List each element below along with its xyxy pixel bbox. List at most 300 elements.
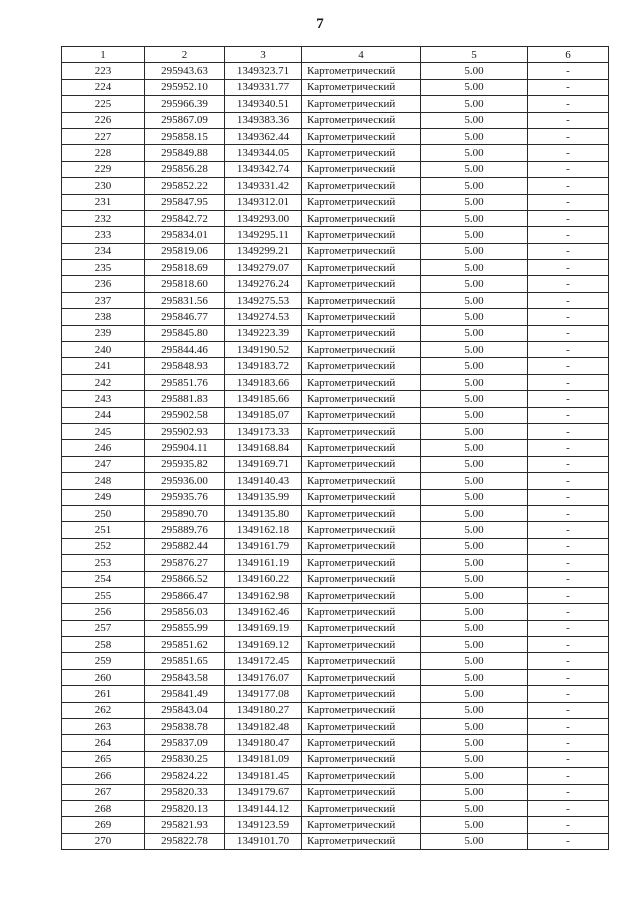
y-coordinate-cell: 1349177.08 [225, 686, 302, 702]
y-coordinate-cell: 1349312.01 [225, 194, 302, 210]
point-number-cell: 270 [62, 833, 145, 849]
note-cell: - [528, 128, 609, 144]
method-cell: Картометрический [302, 800, 421, 816]
method-cell: Картометрический [302, 538, 421, 554]
point-number-cell: 244 [62, 407, 145, 423]
y-coordinate-cell: 1349135.99 [225, 489, 302, 505]
precision-cell: 5.00 [421, 555, 528, 571]
note-cell: - [528, 751, 609, 767]
table-row [62, 686, 609, 702]
y-coordinate-cell: 1349383.36 [225, 112, 302, 128]
y-coordinate-cell: 1349182.48 [225, 719, 302, 735]
table-row [62, 637, 609, 653]
note-cell: - [528, 358, 609, 374]
x-coordinate-cell: 295882.44 [145, 538, 225, 554]
method-cell: Картометрический [302, 637, 421, 653]
method-cell: Картометрический [302, 407, 421, 423]
x-coordinate-cell: 295904.11 [145, 440, 225, 456]
point-number-cell: 231 [62, 194, 145, 210]
point-number-cell: 225 [62, 96, 145, 112]
note-cell: - [528, 440, 609, 456]
point-number-cell: 248 [62, 473, 145, 489]
precision-cell: 5.00 [421, 620, 528, 636]
note-cell: - [528, 145, 609, 161]
table-row [62, 751, 609, 767]
point-number-cell: 233 [62, 227, 145, 243]
y-coordinate-cell: 1349295.11 [225, 227, 302, 243]
table-row [62, 227, 609, 243]
precision-cell: 5.00 [421, 686, 528, 702]
x-coordinate-cell: 295851.65 [145, 653, 225, 669]
method-cell: Картометрический [302, 227, 421, 243]
method-cell: Картометрический [302, 63, 421, 79]
precision-cell: 5.00 [421, 440, 528, 456]
x-coordinate-cell: 295844.46 [145, 342, 225, 358]
table-row [62, 587, 609, 603]
y-coordinate-cell: 1349299.21 [225, 243, 302, 259]
y-coordinate-cell: 1349181.45 [225, 768, 302, 784]
note-cell: - [528, 653, 609, 669]
table-row [62, 702, 609, 718]
table-row [62, 79, 609, 95]
point-number-cell: 265 [62, 751, 145, 767]
point-number-cell: 252 [62, 538, 145, 554]
note-cell: - [528, 112, 609, 128]
precision-cell: 5.00 [421, 128, 528, 144]
precision-cell: 5.00 [421, 538, 528, 554]
table-row [62, 440, 609, 456]
y-coordinate-cell: 1349183.72 [225, 358, 302, 374]
column-header: 4 [302, 47, 421, 63]
method-cell: Картометрический [302, 358, 421, 374]
note-cell: - [528, 489, 609, 505]
y-coordinate-cell: 1349162.46 [225, 604, 302, 620]
method-cell: Картометрический [302, 686, 421, 702]
y-coordinate-cell: 1349169.71 [225, 456, 302, 472]
point-number-cell: 227 [62, 128, 145, 144]
method-cell: Картометрический [302, 702, 421, 718]
note-cell: - [528, 604, 609, 620]
precision-cell: 5.00 [421, 669, 528, 685]
y-coordinate-cell: 1349362.44 [225, 128, 302, 144]
note-cell: - [528, 735, 609, 751]
y-coordinate-cell: 1349185.66 [225, 391, 302, 407]
method-cell: Картометрический [302, 768, 421, 784]
method-cell: Картометрический [302, 194, 421, 210]
table-row [62, 96, 609, 112]
point-number-cell: 226 [62, 112, 145, 128]
note-cell: - [528, 96, 609, 112]
note-cell: - [528, 374, 609, 390]
precision-cell: 5.00 [421, 276, 528, 292]
note-cell: - [528, 473, 609, 489]
table-row [62, 292, 609, 308]
note-cell: - [528, 817, 609, 833]
point-number-cell: 258 [62, 637, 145, 653]
point-number-cell: 238 [62, 309, 145, 325]
precision-cell: 5.00 [421, 489, 528, 505]
note-cell: - [528, 833, 609, 849]
note-cell: - [528, 456, 609, 472]
point-number-cell: 240 [62, 342, 145, 358]
x-coordinate-cell: 295935.82 [145, 456, 225, 472]
note-cell: - [528, 210, 609, 226]
precision-cell: 5.00 [421, 751, 528, 767]
note-cell: - [528, 538, 609, 554]
y-coordinate-cell: 1349160.22 [225, 571, 302, 587]
x-coordinate-cell: 295848.93 [145, 358, 225, 374]
method-cell: Картометрический [302, 325, 421, 341]
note-cell: - [528, 194, 609, 210]
y-coordinate-cell: 1349162.98 [225, 587, 302, 603]
table-row [62, 653, 609, 669]
point-number-cell: 247 [62, 456, 145, 472]
note-cell: - [528, 522, 609, 538]
table-row [62, 817, 609, 833]
point-number-cell: 223 [62, 63, 145, 79]
point-number-cell: 266 [62, 768, 145, 784]
point-number-cell: 264 [62, 735, 145, 751]
precision-cell: 5.00 [421, 653, 528, 669]
table-row [62, 669, 609, 685]
y-coordinate-cell: 1349169.19 [225, 620, 302, 636]
table-header-row [62, 47, 609, 63]
table-row [62, 210, 609, 226]
table-row [62, 505, 609, 521]
point-number-cell: 241 [62, 358, 145, 374]
precision-cell: 5.00 [421, 407, 528, 423]
point-number-cell: 261 [62, 686, 145, 702]
y-coordinate-cell: 1349223.39 [225, 325, 302, 341]
column-header: 1 [62, 47, 145, 63]
note-cell: - [528, 555, 609, 571]
note-cell: - [528, 571, 609, 587]
point-number-cell: 249 [62, 489, 145, 505]
table-row [62, 260, 609, 276]
note-cell: - [528, 178, 609, 194]
method-cell: Картометрический [302, 423, 421, 439]
point-number-cell: 235 [62, 260, 145, 276]
table-body [62, 63, 609, 850]
precision-cell: 5.00 [421, 768, 528, 784]
method-cell: Картометрический [302, 96, 421, 112]
x-coordinate-cell: 295867.09 [145, 112, 225, 128]
method-cell: Картометрический [302, 161, 421, 177]
precision-cell: 5.00 [421, 637, 528, 653]
x-coordinate-cell: 295834.01 [145, 227, 225, 243]
y-coordinate-cell: 1349293.00 [225, 210, 302, 226]
x-coordinate-cell: 295943.63 [145, 63, 225, 79]
precision-cell: 5.00 [421, 325, 528, 341]
y-coordinate-cell: 1349181.09 [225, 751, 302, 767]
x-coordinate-cell: 295820.33 [145, 784, 225, 800]
x-coordinate-cell: 295846.77 [145, 309, 225, 325]
method-cell: Картометрический [302, 817, 421, 833]
table-row [62, 128, 609, 144]
point-number-cell: 224 [62, 79, 145, 95]
point-number-cell: 228 [62, 145, 145, 161]
method-cell: Картометрический [302, 391, 421, 407]
point-number-cell: 254 [62, 571, 145, 587]
note-cell: - [528, 309, 609, 325]
note-cell: - [528, 702, 609, 718]
y-coordinate-cell: 1349276.24 [225, 276, 302, 292]
note-cell: - [528, 800, 609, 816]
table-row [62, 620, 609, 636]
method-cell: Картометрический [302, 555, 421, 571]
point-number-cell: 267 [62, 784, 145, 800]
y-coordinate-cell: 1349123.59 [225, 817, 302, 833]
y-coordinate-cell: 1349323.71 [225, 63, 302, 79]
precision-cell: 5.00 [421, 604, 528, 620]
table-row [62, 112, 609, 128]
x-coordinate-cell: 295876.27 [145, 555, 225, 571]
precision-cell: 5.00 [421, 473, 528, 489]
table-row [62, 309, 609, 325]
precision-cell: 5.00 [421, 374, 528, 390]
table-row [62, 194, 609, 210]
point-number-cell: 237 [62, 292, 145, 308]
method-cell: Картометрический [302, 276, 421, 292]
note-cell: - [528, 587, 609, 603]
x-coordinate-cell: 295841.49 [145, 686, 225, 702]
precision-cell: 5.00 [421, 260, 528, 276]
x-coordinate-cell: 295966.39 [145, 96, 225, 112]
precision-cell: 5.00 [421, 194, 528, 210]
y-coordinate-cell: 1349135.80 [225, 505, 302, 521]
precision-cell: 5.00 [421, 522, 528, 538]
method-cell: Картометрический [302, 833, 421, 849]
x-coordinate-cell: 295881.83 [145, 391, 225, 407]
method-cell: Картометрический [302, 505, 421, 521]
table-row [62, 145, 609, 161]
precision-cell: 5.00 [421, 112, 528, 128]
precision-cell: 5.00 [421, 358, 528, 374]
x-coordinate-cell: 295831.56 [145, 292, 225, 308]
note-cell: - [528, 637, 609, 653]
x-coordinate-cell: 295935.76 [145, 489, 225, 505]
y-coordinate-cell: 1349331.77 [225, 79, 302, 95]
y-coordinate-cell: 1349140.43 [225, 473, 302, 489]
precision-cell: 5.00 [421, 571, 528, 587]
point-number-cell: 263 [62, 719, 145, 735]
precision-cell: 5.00 [421, 227, 528, 243]
table-row [62, 456, 609, 472]
y-coordinate-cell: 1349190.52 [225, 342, 302, 358]
method-cell: Картометрический [302, 473, 421, 489]
point-number-cell: 262 [62, 702, 145, 718]
y-coordinate-cell: 1349169.12 [225, 637, 302, 653]
point-number-cell: 259 [62, 653, 145, 669]
point-number-cell: 242 [62, 374, 145, 390]
x-coordinate-cell: 295936.00 [145, 473, 225, 489]
point-number-cell: 250 [62, 505, 145, 521]
table-row [62, 522, 609, 538]
table-row [62, 63, 609, 79]
note-cell: - [528, 292, 609, 308]
table-row [62, 800, 609, 816]
method-cell: Картометрический [302, 719, 421, 735]
method-cell: Картометрический [302, 784, 421, 800]
x-coordinate-cell: 295856.03 [145, 604, 225, 620]
method-cell: Картометрический [302, 751, 421, 767]
precision-cell: 5.00 [421, 145, 528, 161]
table-row [62, 833, 609, 849]
precision-cell: 5.00 [421, 587, 528, 603]
point-number-cell: 234 [62, 243, 145, 259]
page-number: 7 [316, 16, 324, 32]
note-cell: - [528, 423, 609, 439]
point-number-cell: 246 [62, 440, 145, 456]
precision-cell: 5.00 [421, 63, 528, 79]
x-coordinate-cell: 295866.47 [145, 587, 225, 603]
precision-cell: 5.00 [421, 342, 528, 358]
x-coordinate-cell: 295818.60 [145, 276, 225, 292]
precision-cell: 5.00 [421, 178, 528, 194]
y-coordinate-cell: 1349340.51 [225, 96, 302, 112]
x-coordinate-cell: 295843.04 [145, 702, 225, 718]
y-coordinate-cell: 1349172.45 [225, 653, 302, 669]
precision-cell: 5.00 [421, 79, 528, 95]
column-header: 5 [421, 47, 528, 63]
table-row [62, 473, 609, 489]
note-cell: - [528, 768, 609, 784]
x-coordinate-cell: 295852.22 [145, 178, 225, 194]
column-header: 3 [225, 47, 302, 63]
x-coordinate-cell: 295889.76 [145, 522, 225, 538]
table-row [62, 178, 609, 194]
table-row [62, 719, 609, 735]
y-coordinate-cell: 1349162.18 [225, 522, 302, 538]
precision-cell: 5.00 [421, 210, 528, 226]
table-row [62, 358, 609, 374]
note-cell: - [528, 784, 609, 800]
y-coordinate-cell: 1349342.74 [225, 161, 302, 177]
note-cell: - [528, 325, 609, 341]
precision-cell: 5.00 [421, 309, 528, 325]
point-number-cell: 257 [62, 620, 145, 636]
precision-cell: 5.00 [421, 161, 528, 177]
table-row [62, 391, 609, 407]
note-cell: - [528, 620, 609, 636]
method-cell: Картометрический [302, 309, 421, 325]
y-coordinate-cell: 1349161.79 [225, 538, 302, 554]
point-number-cell: 245 [62, 423, 145, 439]
precision-cell: 5.00 [421, 423, 528, 439]
x-coordinate-cell: 295837.09 [145, 735, 225, 751]
x-coordinate-cell: 295851.62 [145, 637, 225, 653]
method-cell: Картометрический [302, 128, 421, 144]
note-cell: - [528, 227, 609, 243]
table-row [62, 342, 609, 358]
method-cell: Картометрический [302, 587, 421, 603]
method-cell: Картометрический [302, 522, 421, 538]
point-number-cell: 256 [62, 604, 145, 620]
x-coordinate-cell: 295818.69 [145, 260, 225, 276]
note-cell: - [528, 719, 609, 735]
x-coordinate-cell: 295838.78 [145, 719, 225, 735]
y-coordinate-cell: 1349279.07 [225, 260, 302, 276]
note-cell: - [528, 276, 609, 292]
x-coordinate-cell: 295821.93 [145, 817, 225, 833]
table-row [62, 243, 609, 259]
method-cell: Картометрический [302, 292, 421, 308]
precision-cell: 5.00 [421, 505, 528, 521]
note-cell: - [528, 391, 609, 407]
table-row [62, 571, 609, 587]
y-coordinate-cell: 1349185.07 [225, 407, 302, 423]
y-coordinate-cell: 1349275.53 [225, 292, 302, 308]
x-coordinate-cell: 295855.99 [145, 620, 225, 636]
y-coordinate-cell: 1349180.27 [225, 702, 302, 718]
y-coordinate-cell: 1349274.53 [225, 309, 302, 325]
table-row [62, 784, 609, 800]
note-cell: - [528, 407, 609, 423]
note-cell: - [528, 669, 609, 685]
precision-cell: 5.00 [421, 96, 528, 112]
y-coordinate-cell: 1349183.66 [225, 374, 302, 390]
method-cell: Картометрический [302, 489, 421, 505]
x-coordinate-cell: 295851.76 [145, 374, 225, 390]
y-coordinate-cell: 1349180.47 [225, 735, 302, 751]
x-coordinate-cell: 295890.70 [145, 505, 225, 521]
precision-cell: 5.00 [421, 817, 528, 833]
x-coordinate-cell: 295952.10 [145, 79, 225, 95]
x-coordinate-cell: 295858.15 [145, 128, 225, 144]
column-header: 2 [145, 47, 225, 63]
table-row [62, 325, 609, 341]
x-coordinate-cell: 295819.06 [145, 243, 225, 259]
x-coordinate-cell: 295902.93 [145, 423, 225, 439]
note-cell: - [528, 63, 609, 79]
table-row [62, 489, 609, 505]
note-cell: - [528, 342, 609, 358]
method-cell: Картометрический [302, 178, 421, 194]
method-cell: Картометрический [302, 440, 421, 456]
point-number-cell: 253 [62, 555, 145, 571]
precision-cell: 5.00 [421, 735, 528, 751]
method-cell: Картометрический [302, 79, 421, 95]
precision-cell: 5.00 [421, 243, 528, 259]
precision-cell: 5.00 [421, 456, 528, 472]
x-coordinate-cell: 295856.28 [145, 161, 225, 177]
note-cell: - [528, 79, 609, 95]
x-coordinate-cell: 295866.52 [145, 571, 225, 587]
x-coordinate-cell: 295845.80 [145, 325, 225, 341]
y-coordinate-cell: 1349161.19 [225, 555, 302, 571]
precision-cell: 5.00 [421, 800, 528, 816]
method-cell: Картометрический [302, 342, 421, 358]
y-coordinate-cell: 1349176.07 [225, 669, 302, 685]
table-row [62, 407, 609, 423]
precision-cell: 5.00 [421, 391, 528, 407]
method-cell: Картометрический [302, 243, 421, 259]
table-row [62, 555, 609, 571]
precision-cell: 5.00 [421, 702, 528, 718]
note-cell: - [528, 505, 609, 521]
note-cell: - [528, 260, 609, 276]
table-row [62, 604, 609, 620]
method-cell: Картометрический [302, 735, 421, 751]
point-number-cell: 255 [62, 587, 145, 603]
method-cell: Картометрический [302, 210, 421, 226]
x-coordinate-cell: 295824.22 [145, 768, 225, 784]
method-cell: Картометрический [302, 456, 421, 472]
point-number-cell: 230 [62, 178, 145, 194]
table-row [62, 423, 609, 439]
x-coordinate-cell: 295842.72 [145, 210, 225, 226]
method-cell: Картометрический [302, 571, 421, 587]
